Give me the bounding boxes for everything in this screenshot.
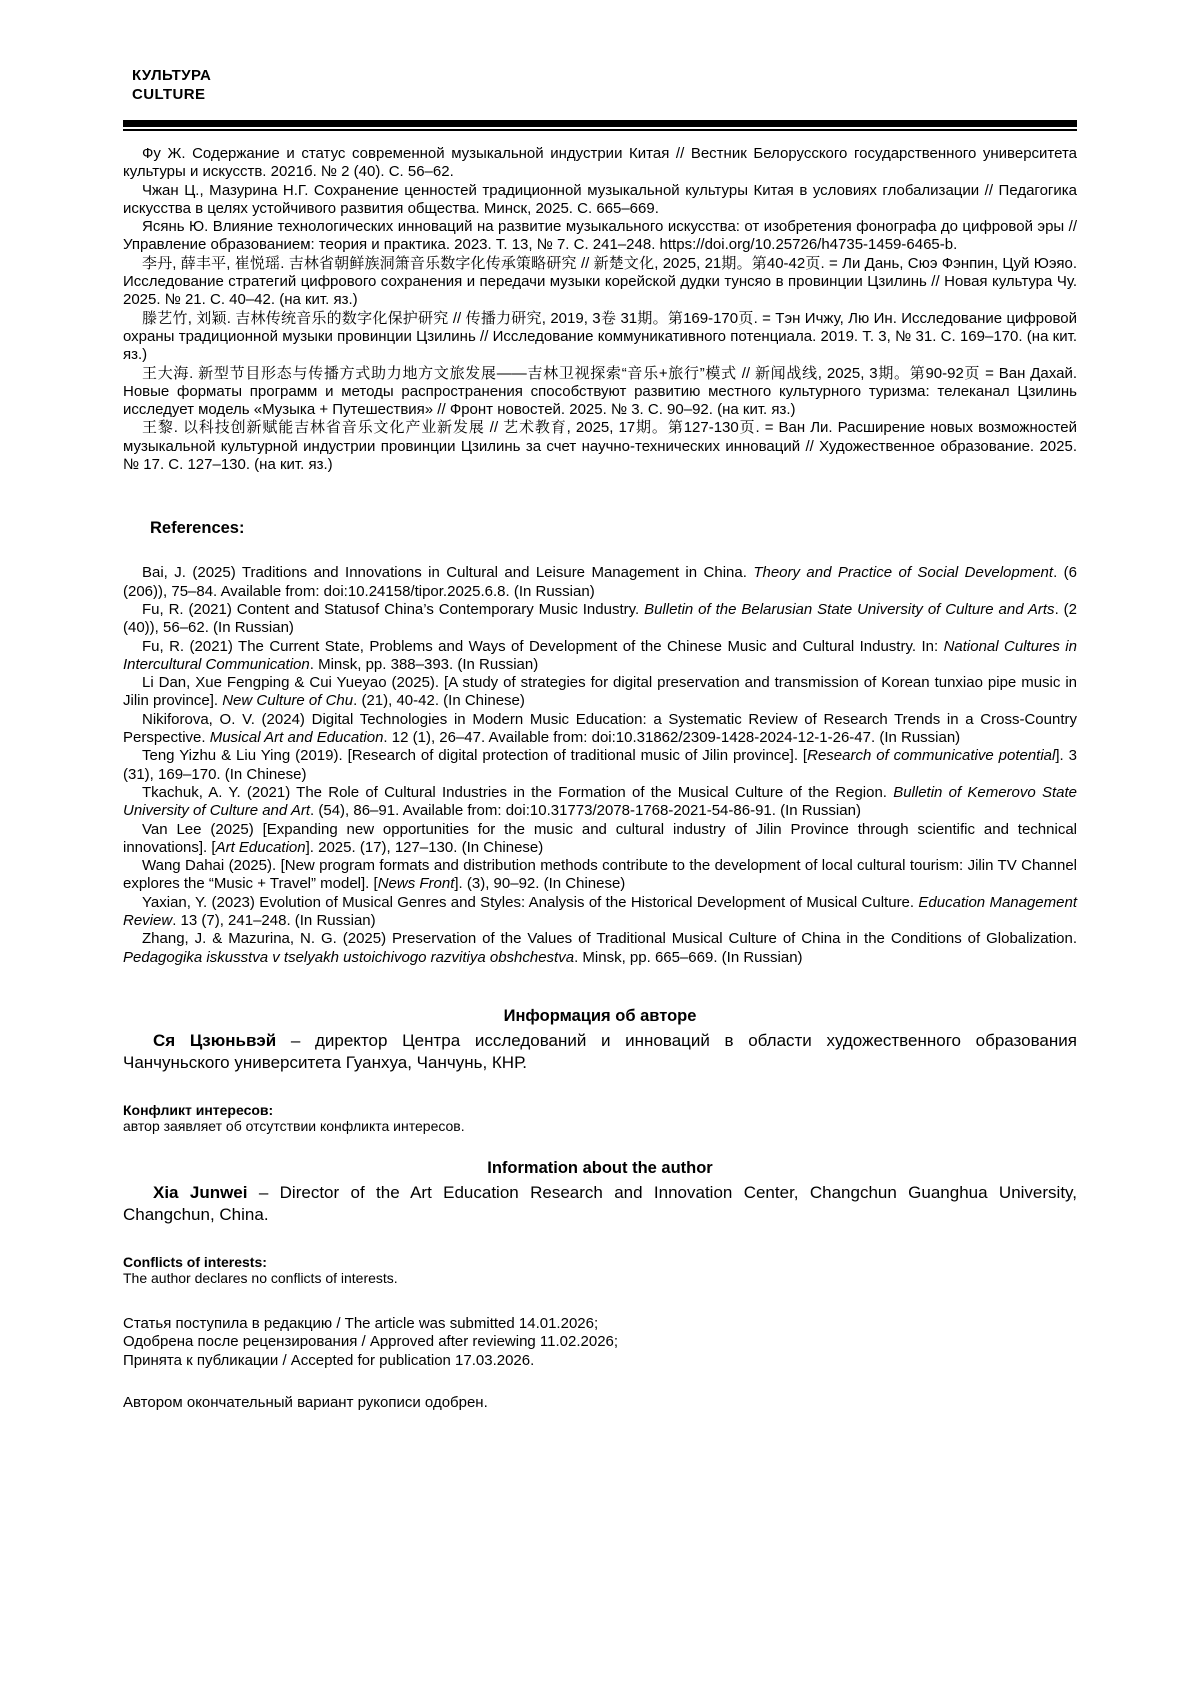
author-info-en <box>123 1182 1077 1226</box>
author-name-en: Xia Junwei <box>153 1182 248 1202</box>
reference-entry: Yaxian, Y. (2023) Evolution of Musical Genres and Styles: Analysis of the Historical Development of Musical Culture. Education Management Review. 13 (7), 241–248. (In Russian) <box>123 893 1078 929</box>
references-list <box>123 564 1077 967</box>
bibliography-entry: Фу Ж. Содержание и статус современной музыкальной индустрии Китая // Вестник Белорусского государственного университета культуры и искусств. 2021б. № 2 (40). С. 56–62. <box>123 145 1077 181</box>
reference-entry: Li Dan, Xue Fengping & Cui Yueyao (2025). [A study of strategies for digital preservation and transmission of Korean tunxiao pipe music in Jilin province]. New Culture of Chu. (21), 40-42. (In Chinese) <box>123 674 1077 710</box>
submission-date-line: Одобрена после рецензирования / Approved after reviewing 11.02.2026; <box>123 1333 619 1351</box>
reference-entry: Tkachuk, A. Y. (2021) The Role of Cultural Industries in the Formation of the Musical Culture of the Region. Bulletin of Kemerovo State University of Culture and Art. (54), 86–91. Available from: doi:10.31773/2078-1768-2021-54-86-91. (In Russian) <box>123 783 1077 820</box>
running-head-ru: КУЛЬТУРА <box>132 67 212 84</box>
bibliography-ru-list <box>123 145 1077 474</box>
running-head-en: CULTURE <box>132 86 206 103</box>
reference-entry: Teng Yizhu & Liu Ying (2019). [Research of digital protection of traditional music of Jilin province]. [Research of communicative potential]. 3 (31), 169–170. (In Chinese) <box>123 747 1077 783</box>
conflict-text-en: The author declares no conflicts of interests. <box>123 1270 398 1287</box>
author-info-heading-ru: Информация об авторе <box>503 1006 697 1025</box>
section-divider-rule <box>123 120 1077 131</box>
author-info-heading-en: Information about the author <box>487 1158 713 1177</box>
author-info-text-ru: – директор Центра исследований и инноваций в области художественного образования Чанчуньского университета Гуанхуа, Чанчунь, КНР. <box>123 1030 1077 1072</box>
submission-dates <box>123 1315 1077 1370</box>
author-name-ru: Ся Цзюньвэй <box>153 1030 277 1050</box>
author-info-ru <box>123 1030 1077 1074</box>
submission-date-line: Принята к публикации / Accepted for publication 17.03.2026. <box>123 1351 535 1369</box>
bibliography-entry: 李丹, 薛丰平, 崔悦瑶. 吉林省朝鲜族洞箫音乐数字化传承策略研究 // 新楚文化, 2025, 21期。第40-42页. = Ли Дань, Сюэ Фэнпин, Цуй Юэяо. Исследование стратегий цифрового сохранения и передачи музыки корейской дудки тунсяо в провинции Цзилинь // Новая культура Чу. 2025. № 21. С. 40–42. (на кит. яз.) <box>123 254 1077 309</box>
references-heading: References: <box>150 519 245 538</box>
bibliography-entry: Чжан Ц., Мазурина Н.Г. Сохранение ценностей традиционной музыкальной культуры Китая в условиях глобализации // Педагогика искусства в целях устойчивого развития общества. Минск, 2025. С. 665–669. <box>123 181 1077 217</box>
reference-entry: Nikiforova, O. V. (2024) Digital Technologies in Modern Music Education: a Systematic Review of Research Trends in a Cross-Country Perspective. Musical Art and Education. 12 (1), 26–47. Available from: doi:10.31862/2309-1428-2024-12-1-26-47. (In Russian) <box>123 710 1077 747</box>
reference-entry: Fu, R. (2021) The Current State, Problems and Ways of Development of the Chinese Music and Cultural Industry. In: National Cultures in Intercultural Communication. Minsk, pp. 388–393. (In Russian) <box>123 637 1077 673</box>
bibliography-entry: Ясянь Ю. Влияние технологических инноваций на развитие музыкального искусства: от изобретения фонографа до цифровой эры // Управление образованием: теория и практика. 2023. Т. 13, № 7. С. 241–248. https://doi.org/10.25726/h4735-1459-6465-b. <box>123 218 1077 254</box>
reference-entry: Van Lee (2025) [Expanding new opportunities for the music and cultural industry of Jilin Province through scientific and technical innovations]. [Art Education]. 2025. (17), 127–130. (In Chinese) <box>123 820 1077 856</box>
bibliography-entry: 滕艺竹, 刘颖. 吉林传统音乐的数字化保护研究 // 传播力研究, 2019, 3卷 31期。第169-170页. = Тэн Ичжу, Лю Ин. Исследование цифровой охраны традиционной музыки провинции Цзилинь // Исследование коммуникативного потенциала. 2019. Т. 3, № 31. С. 169–170. (на кит. яз.) <box>123 309 1077 364</box>
submission-date-line: Статья поступила в редакцию / The article was submitted 14.01.2026; <box>123 1314 599 1332</box>
bibliography-entry: 王大海. 新型节目形态与传播方式助力地方文旅发展——吉林卫视探索“音乐+旅行”模式 // 新闻战线, 2025, 3期。第90-92页 = Ван Дахай. Новые форматы программ и методы распространения способствуют развитию местного культурного туризма: телеканал Цзилинь исследует модель «Музыка + Путешествия» // Фронт новостей. 2025. № 3. С. 90–92. (на кит. яз.) <box>123 364 1077 419</box>
running-head <box>132 66 1077 104</box>
conflict-label-ru: Конфликт интересов: <box>123 1101 274 1118</box>
reference-entry: Fu, R. (2021) Content and Statusof China’s Contemporary Music Industry. Bulletin of the Belarusian State University of Culture and Arts. (2 (40)), 56–62. (In Russian) <box>123 600 1077 637</box>
final-note: Автором окончательный вариант рукописи одобрен. <box>123 1394 488 1412</box>
reference-entry: Zhang, J. & Mazurina, N. G. (2025) Preservation of the Values of Traditional Musical Culture of China in the Conditions of Globalization. Pedagogika iskusstva v tselyakh ustoichivogo razvitiya obshchestva. Minsk, pp. 665–669. (In Russian) <box>123 930 1077 966</box>
bibliography-entry: 王黎. 以科技创新赋能吉林省音乐文化产业新发展 // 艺术教育, 2025, 17期。第127-130页. = Ван Ли. Расширение новых возможностей музыкальной культурной индустрии провинции Цзилинь за счет научно-технических инноваций // Художественное образование. 2025. № 17. С. 127–130. (на кит. яз.) <box>123 419 1077 474</box>
reference-entry: Wang Dahai (2025). [New program formats and distribution methods contribute to the development of local cultural tourism: Jilin TV Channel explores the “Music + Travel” model]. [News Front]. (3), 90–92. (In Chinese) <box>123 857 1077 893</box>
conflict-text-ru: автор заявляет об отсутствии конфликта интересов. <box>123 1118 465 1135</box>
conflict-label-en: Conflicts of interests: <box>123 1253 267 1270</box>
reference-entry: Bai, J. (2025) Traditions and Innovations in Cultural and Leisure Management in China. Theory and Practice of Social Development. (6 (206)), 75–84. Available from: doi:10.24158/tipor.2025.6.8. (In Russian) <box>123 564 1077 600</box>
author-info-text-en: – Director of the Art Education Research and Innovation Center, Changchun Guanghua University, Changchun, China. <box>123 1182 1077 1224</box>
